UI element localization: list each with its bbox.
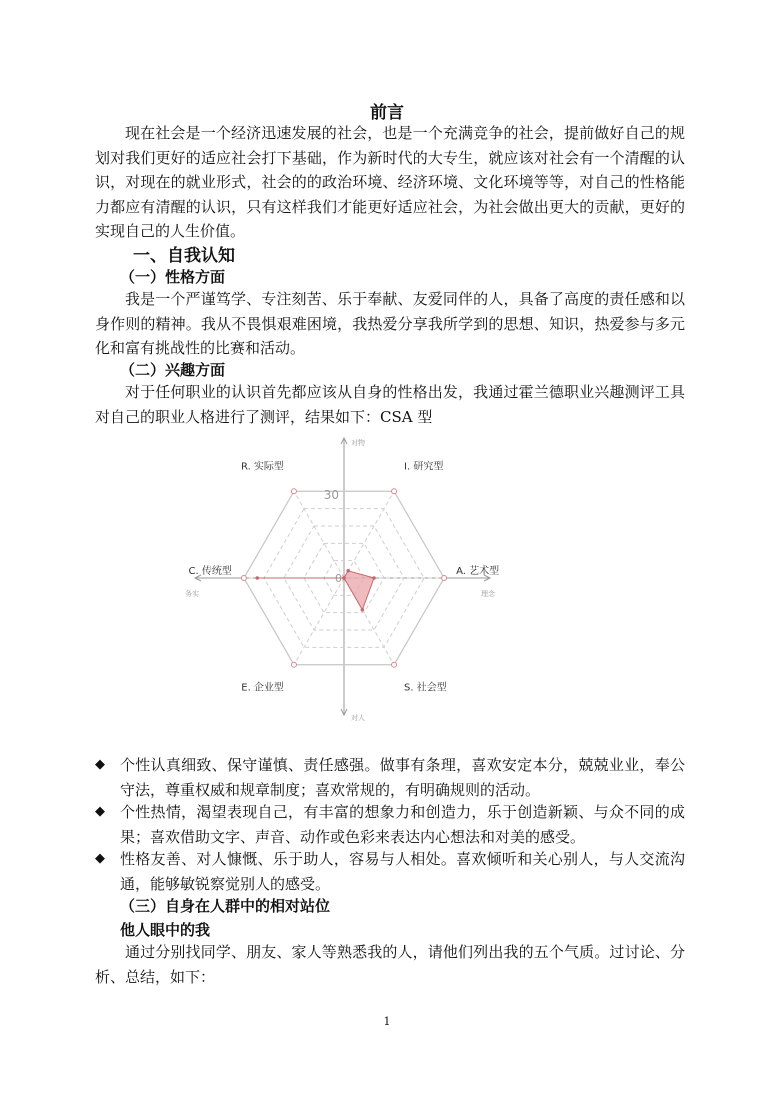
bullet-text: 个性热情，渴望表现自己，有丰富的想象力和创造力，乐于创造新颖、与众不同的成果；喜欢借助文字、声音、动作或色彩来表达内心想法和对美的感受。 (120, 803, 685, 846)
intro-paragraph: 现在社会是一个经济迅速发展的社会，也是一个充满竞争的社会，提前做好自己的规划对我们更好的适应社会打下基础，作为新时代的大专生，就应该对社会有一个清醒的认识，对现在的就业形式，社会的的政治环境、经济环境、文化环境等等，对自己的性格能力都应有清醒的认识，只有这样我们才能更好适应社会，为社会做出更大的贡献，更好的实现自己的人生价值。 (95, 124, 685, 240)
subsection-heading-interest: （二）兴趣方面 (120, 361, 226, 379)
radar-vertex-dot (442, 576, 447, 581)
radar-data-area (257, 571, 374, 610)
radar-data-point (346, 569, 350, 573)
bullet-item (95, 753, 685, 802)
bullet-item (95, 847, 685, 896)
radar-category-label: S. 社会型 (404, 682, 447, 694)
diamond-bullet-icon: ◆ (95, 757, 105, 772)
diamond-bullet-icon: ◆ (95, 804, 105, 819)
radar-spoke (294, 491, 344, 578)
axis-label-top: 对物 (351, 439, 365, 447)
radar-data-point (372, 576, 376, 580)
page-number: 1 (383, 1015, 391, 1028)
radar-vertex-dot (392, 662, 397, 667)
page-title: 前言 (370, 103, 404, 123)
radar-category-label: C. 传统型 (188, 566, 232, 577)
section-heading-self-awareness: 一、自我认知 (133, 246, 235, 266)
radar-vertex-dot (392, 489, 397, 494)
radar-category-label: R. 实际型 (240, 461, 284, 473)
personality-paragraph: 我是一个严谨笃学、专注刻苦、乐于奉献、友爱同伴的人，具备了高度的责任感和以身作则的精神。我从不畏惧艰难困境，我热爱分享我所学到的思想、知识，热爱参与多元化和富有挑战性的比赛和活动。 (95, 290, 685, 357)
radar-spoke (344, 491, 394, 578)
diamond-bullet-icon: ◆ (95, 851, 105, 866)
radar-vertex-dot (291, 489, 296, 494)
holland-radar-chart (0, 430, 774, 750)
subsection-heading-personality: （一）性格方面 (120, 268, 226, 286)
bullet-item (95, 800, 685, 849)
bullet-text: 个性认真细致、保守谨慎、责任感强。做事有条理，喜欢安定本分，兢兢业业，奉公守法，尊重权威和规章制度；喜欢常规的，有明确规则的活动。 (120, 756, 685, 799)
interest-paragraph: 对于任何职业的认识首先都应该从自身的性格出发，我通过霍兰德职业兴趣测评工具对自己的职业人格进行了测评，结果如下：CSA 型 (95, 383, 685, 426)
radar-data-point (342, 576, 346, 580)
radar-category-label: A. 艺术型 (456, 566, 500, 577)
others-view-paragraph: 通过分别找同学、朋友、家人等熟悉我的人，请他们列出我的五个气质。过讨论、分析、总结，如下： (95, 943, 685, 986)
axis-label-bottom: 对人 (351, 714, 365, 722)
subsection-heading-relative-position: （三）自身在人群中的相对站位 (120, 897, 331, 915)
radar-center-label: 0 (335, 572, 342, 585)
radar-category-label: I. 研究型 (404, 461, 444, 473)
radar-data-point (255, 576, 259, 580)
bullet-text: 性格友善、对人慷慨、乐于助人，容易与人相处。喜欢倾听和关心别人，与人交流沟通，能够敏锐察觉别人的感受。 (120, 850, 685, 893)
radar-category-label: E. 企业型 (241, 682, 284, 694)
radar-spoke (294, 578, 344, 665)
subheading-others-view: 他人眼中的我 (120, 921, 211, 939)
radar-scale-max-label: 30 (323, 487, 339, 502)
axis-label-left: 务实 (185, 590, 199, 598)
radar-data-point (361, 608, 365, 612)
radar-vertex-dot (241, 576, 246, 581)
axis-label-right: 理念 (481, 590, 495, 598)
radar-vertex-dot (291, 662, 296, 667)
